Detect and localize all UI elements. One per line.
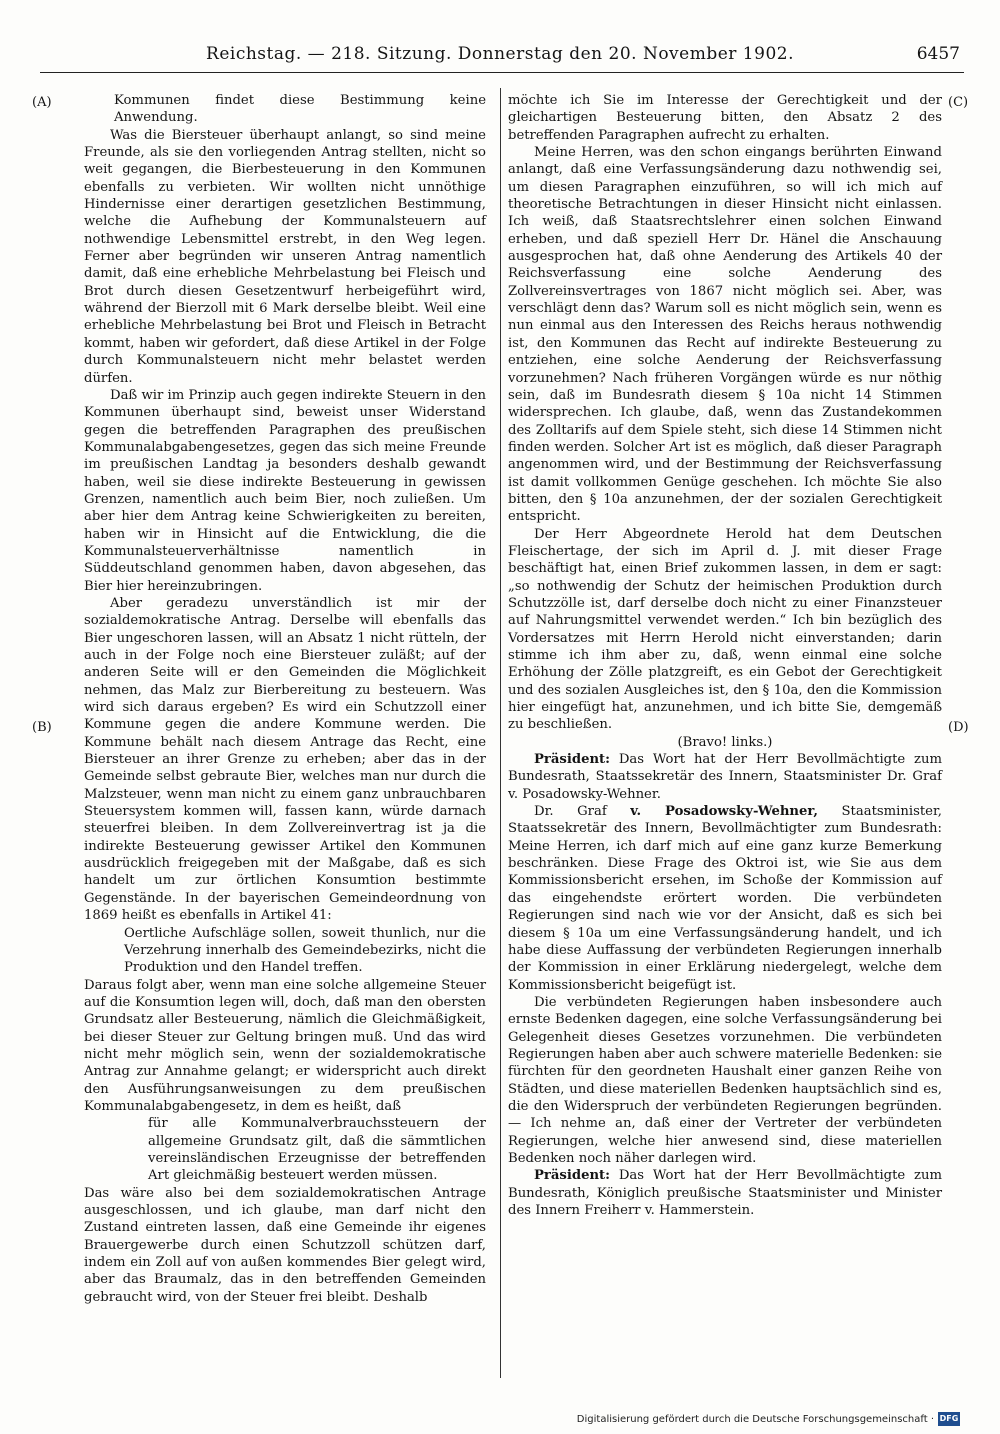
paragraph: Daß wir im Prinzip auch gegen indirekte Steuern in den Kommunen überhaupt sind, beweist unser Widerstand gegen die betreffenden Paragraphen des preußischen Kommunalabgabengesetzes, gegen das sich meine Freunde im preußischen Landtag ja besonders deshalb gewandt haben, weil sie diese indirekte Besteuerung in gewissen Grenzen, namentlich auch beim Bier, noch zuließen. Um aber hier dem Antrag keine Schwierigkeiten zu bereiten, haben wir in Hinsicht auf die Entwicklung, die die Kommunalsteuerverhältnisse namentlich in Süddeutschland genommen haben, davon abgesehen, das Bier hier hereinzubringen. — [84, 387, 486, 594]
margin-mark-a: (A) — [32, 95, 52, 110]
speaker-prefix: Dr. Graf — [534, 804, 607, 820]
paragraph: Die verbündeten Regierungen haben insbesondere auch ernste Bedenken dagegen, eine solche Verfassungsänderung bei Gelegenheit dieses Gesetzes vorzunehmen. Die verbündeten Regierungen haben aber auch schwere materielle Bedenken: sie fürchten für den geordneten Haushalt einer ganzen Reihe von Städten, und diese materiellen Bedenken hauptsächlich sind es, die den Widerspruch der verbündeten Regierungen begründen. — Ich nehme an, daß einer der Vertreter der verbündeten Regierungen, welche hier anwesend sind, diese materiellen Bedenken noch näher darlegen wird. — [508, 994, 942, 1166]
right-column — [508, 92, 942, 1219]
president-statement — [508, 1167, 942, 1219]
speaker-name: v. Posadowsky-Wehner, — [630, 804, 818, 820]
page-number: 6457 — [916, 44, 960, 64]
footer-text: Digitalisierung gefördert durch die Deutsche Forschungsgemeinschaft · — [576, 1413, 934, 1425]
column-separator — [500, 88, 501, 1378]
paragraph: Meine Herren, was den schon eingangs berührten Einwand anlangt, daß eine Verfassungsänderung dazu nothwendig sei, um diesen Paragraphen einzuführen, so will ich mich auf theoretische Betrachtungen in dieser Hinsicht nicht einlassen. Ich weiß, daß Staatsrechtslehrer einen solchen Einwand erheben, und daß speziell Herr Dr. Hänel die Anschauung ausgesprochen hat, daß ohne Aenderung des Artikels 40 der Reichsverfassung eine solche Aenderung des Zollvereinsvertrages von 1867 nicht möglich sei. Aber, was verschlägt denn das? Warum soll es nicht möglich sein, wenn es nun einmal aus den Interessen des Reichs heraus nothwendig ist, den Kommunen das Recht auf indirekte Besteuerung zu entziehen, eine solche Aenderung der Reichsverfassung vorzunehmen? Nach früheren Vorgängen würde es nur nöthig sein, daß im Bundesrath diesem § 10a nicht 14 Stimmen widersprechen. Ich glaube, daß, wenn das Zustandekommen des Zolltarifs auf dem Spiele steht, sich diese 14 Stimmen nicht finden werden. Solcher Art ist es möglich, daß dieser Paragraph angenommen wird, und der Bestimmung der Reichsverfassung ist damit vollkommen Genüge geschehen. Ich möchte Sie also bitten, den § 10a anzunehmen, der der sozialen Gerechtigkeit entspricht. — [508, 145, 942, 525]
page-header — [0, 44, 1000, 70]
header-rule — [40, 72, 964, 73]
quotation: für alle Kommunalverbrauchssteuern der allgemeine Grundsatz gilt, daß die sämmtlichen vereinsländischen Erzeugnisse der betreffenden Art gleichmäßig besteuert werden müssen. — [148, 1116, 486, 1184]
interjection: (Bravo! links.) — [677, 734, 773, 750]
left-column — [84, 92, 486, 1306]
statement-text: Das Wort hat der Herr Bevollmächtigte zum Bundesrath, Königlich preußische Staatsminister und Minister des Innern Freiherr v. Hammerstein. — [508, 1168, 942, 1218]
speech — [508, 803, 942, 994]
paragraph: Der Herr Abgeordnete Herold hat dem Deutschen Fleischertage, der sich im April d. J. mit dieser Frage beschäftigt hat, einen Brief zukommen lassen, in dem er sagt: „so nothwendig der Schutz der heimischen Produktion durch Schutzzölle ist, darf derselbe doch nicht zu einer Finanzsteuer auf Nahrungsmittel verwendet werden.“ Ich bin bezüglich des Vordersatzes mit Herrn Herold nicht einverstanden; darin stimme ich ihm aber zu, daß, wenn einmal eine solche Erhöhung der Zölle platzgreift, es ein Gebot der Gerechtigkeit und des sozialen Ausgleiches ist, den § 10a, den die Kommission hier eingefügt hat, anzunehmen, und ich bitte Sie, demgemäß zu beschließen. — [508, 526, 942, 733]
margin-mark-c: (C) — [948, 95, 969, 110]
dfg-logo-icon: DFG — [938, 1412, 960, 1426]
paragraph: Was die Biersteuer überhaupt anlangt, so sind meine Freunde, als sie den vorliegenden Antrag stellten, nicht so weit gegangen, die Bierbesteuerung in den Kommunen ebenfalls zu verbieten. Wir wollten nicht unnöthige Hindernisse einer derartigen gesetzlichen Bestimmung, welche die Aufhebung der Kommunalsteuern auf nothwendige Lebensmittel erstrebt, in den Weg legen. Ferner aber begründen wir unseren Antrag namentlich damit, daß eine erhebliche Mehrbelastung bei Fleisch und Brot durch diesen Gesetzentwurf herbeigeführt wird, während der Bierzoll mit 6 Mark derselbe bleibt. Weil eine erhebliche Mehrbelastung bei Brot und Fleisch in Betracht kommt, haben wir gefordert, daß diese Artikel in der Folge durch Kommunalsteuern nicht mehr belastet werden dürfen. — [84, 127, 486, 386]
paragraph: möchte ich Sie im Interesse der Gerechtigkeit und der gleichartigen Besteuerung bitten, den Absatz 2 des betreffenden Paragraphen aufrecht zu erhalten. — [508, 93, 942, 143]
speaker-label: Präsident: — [534, 752, 611, 768]
quotation: Oertliche Aufschläge sollen, soweit thunlich, nur die Verzehrung innerhalb des Gemeindebezirks, nicht die Produktion und den Handel treffen. — [124, 925, 486, 976]
margin-mark-d: (D) — [948, 720, 969, 735]
paragraph: Kommunen findet diese Bestimmung keine Anwendung. — [114, 93, 486, 126]
paragraph: Das wäre also bei dem sozialdemokratischen Antrage ausgeschlossen, und ich glaube, man darf nicht den Zustand eintreten lassen, daß eine Gemeinde ihr eigenes Brauergewerbe durch einen Schutzzoll schützen darf, indem ein Zoll auf von außen kommendes Bier gelegt wird, aber das Braumalz, das in den betreffenden Gemeinden gebraucht wird, von der Steuer frei bleibt. Deshalb — [84, 1185, 486, 1305]
running-title: Reichstag. — 218. Sitzung. Donnerstag den 20. November 1902. — [206, 44, 794, 64]
digitization-footer — [577, 1412, 960, 1426]
paragraph: Daraus folgt aber, wenn man eine solche allgemeine Steuer auf die Konsumtion legen will, doch, daß man den obersten Grundsatz aller Besteuerung, nämlich die Gleichmäßigkeit, bei dieser Steuer zur Geltung bringen muß. Und das wird nicht mehr möglich sein, wenn der sozialdemokratische Antrag zur Annahme gelangt; er widerspricht auch direkt den Ausführungsanweisungen zu dem preußischen Kommunalabgabengesetz, in dem es heißt, daß — [84, 977, 486, 1114]
president-statement — [508, 751, 942, 803]
speech-text: Staatsminister, Staatssekretär des Innern, Bevollmächtigter zum Bundesrath: Meine Herren, ich darf mich auf eine ganz kurze Bemerkung beschränken. Diese Frage des Oktroi ist, wie Sie aus dem Kommissionsbericht ersehen, im Schoße der Kommission auf das eingehendste erörtert worden. Die verbündeten Regierungen sind nach wie vor der Ansicht, daß es sich bei diesem § 10a um eine Verfassungsänderung handelt, und ich habe diese Auffassung der verbündeten Regierungen innerhalb der Kommission in einer Erklärung niedergelegt, welche dem Kommissionsbericht beigefügt ist. — [508, 804, 942, 993]
statement-text: Das Wort hat der Herr Bevollmächtigte zum Bundesrath, Staatssekretär des Innern, Staatsminister Dr. Graf v. Posadowsky-Wehner. — [508, 752, 942, 802]
margin-mark-b: (B) — [32, 720, 52, 735]
speaker-label: Präsident: — [534, 1168, 611, 1184]
paragraph: Aber geradezu unverständlich ist mir der sozialdemokratische Antrag. Derselbe will ebenfalls das Bier ungeschoren lassen, will an Absatz 1 nicht rütteln, der auch in der Folge noch eine Biersteuer zuläßt; auf der anderen Seite will er den Gemeinden die Möglichkeit nehmen, das Malz zur Bierbereitung zu besteuern. Was wird sich daraus ergeben? Es wird ein Schutzzoll einer Kommune gegen die andere Kommune werden. Die Kommune behält nach diesem Antrage das Recht, eine Biersteuer an ihrer Grenze zu erheben; aber das in der Gemeinde selbst gebraute Bier, welches man nur durch die Malzsteuer, wenn man nicht zu einem ganz unbrauchbaren Steuersystem kommen will, fassen kann, würde darnach steuerfrei bleiben. In dem Zollvereinvertrag ist ja die indirekte Besteuerung gewisser Artikel den Kommunen ausdrücklich freigegeben mit der Maßgabe, daß es sich handelt um zur örtlichen Konsumtion bestimmte Gegenstände. In der bayerischen Gemeindeordnung von 1869 heißt es ebenfalls in Artikel 41: — [84, 595, 486, 924]
